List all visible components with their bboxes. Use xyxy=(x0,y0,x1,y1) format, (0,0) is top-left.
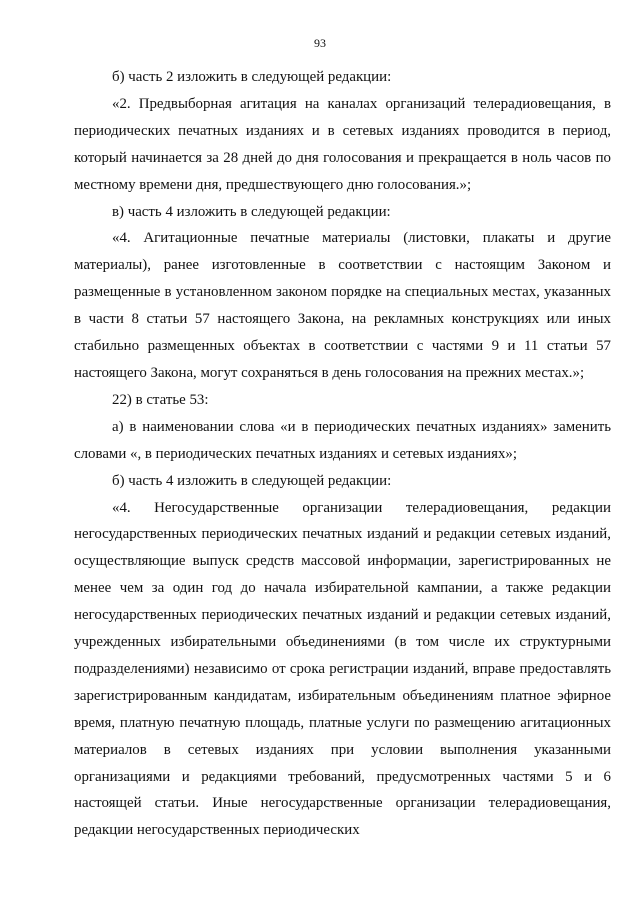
paragraph-2: «2. Предвыборная агитация на каналах организаций телерадиовещания, в периодических печатных изданиях и в сетевых изданиях проводится в период, который начинается за 28 дней до дня голосования и прекращается в ноль часов по местному времени дня, предшествующего дню голосования.»; xyxy=(74,95,611,193)
document-body xyxy=(74,64,611,844)
paragraph-3: в) часть 4 изложить в следующей редакции: xyxy=(112,203,391,220)
paragraph-8: «4. Негосударственные организации телерадиовещания, редакции негосударственных периодических печатных изданий и редакции сетевых изданий, осуществляющие выпуск средств массовой информации, зарегистрированных не менее чем за один год до начала избирательной кампании, а также редакции негосударственных периодических печатных изданий и редакции сетевых изданий, учрежденных избирательными объединениями (в том числе их структурными подразделениями) независимо от срока регистрации изданий, вправе предоставлять зарегистрированным кандидатам, избирательным объединениям платное эфирное время, платную печатную площадь, платные услуги по размещению агитационных материалов в сетевых изданиях при условии выполнения указанными организациями и редакциями требований, предусмотренных частями 5 и 6 настоящей статьи. Иные негосударственные организации телерадиовещания, редакции негосударственных периодических xyxy=(74,499,611,839)
paragraph-7: б) часть 4 изложить в следующей редакции: xyxy=(112,472,392,489)
page-number: 93 xyxy=(314,36,326,50)
paragraph-5: 22) в статье 53: xyxy=(112,391,209,408)
paragraph-6: а) в наименовании слова «и в периодических печатных изданиях» заменить словами «, в периодических печатных изданиях и сетевых изданиях»; xyxy=(74,418,611,462)
paragraph-1: б) часть 2 изложить в следующей редакции: xyxy=(112,69,392,85)
paragraph-4: «4. Агитационные печатные материалы (листовки, плакаты и другие материалы), ранее изготовленные в соответствии с настоящим Законом и размещенные в установленном законом порядке на специальных местах, указанных в части 8 статьи 57 настоящего Закона, на рекламных конструкциях или иных стабильно размещенных объектах в соответствии с частями 9 и 11 статьи 57 настоящего Закона, могут сохраняться в день голосования на прежних местах.»; xyxy=(74,230,611,381)
